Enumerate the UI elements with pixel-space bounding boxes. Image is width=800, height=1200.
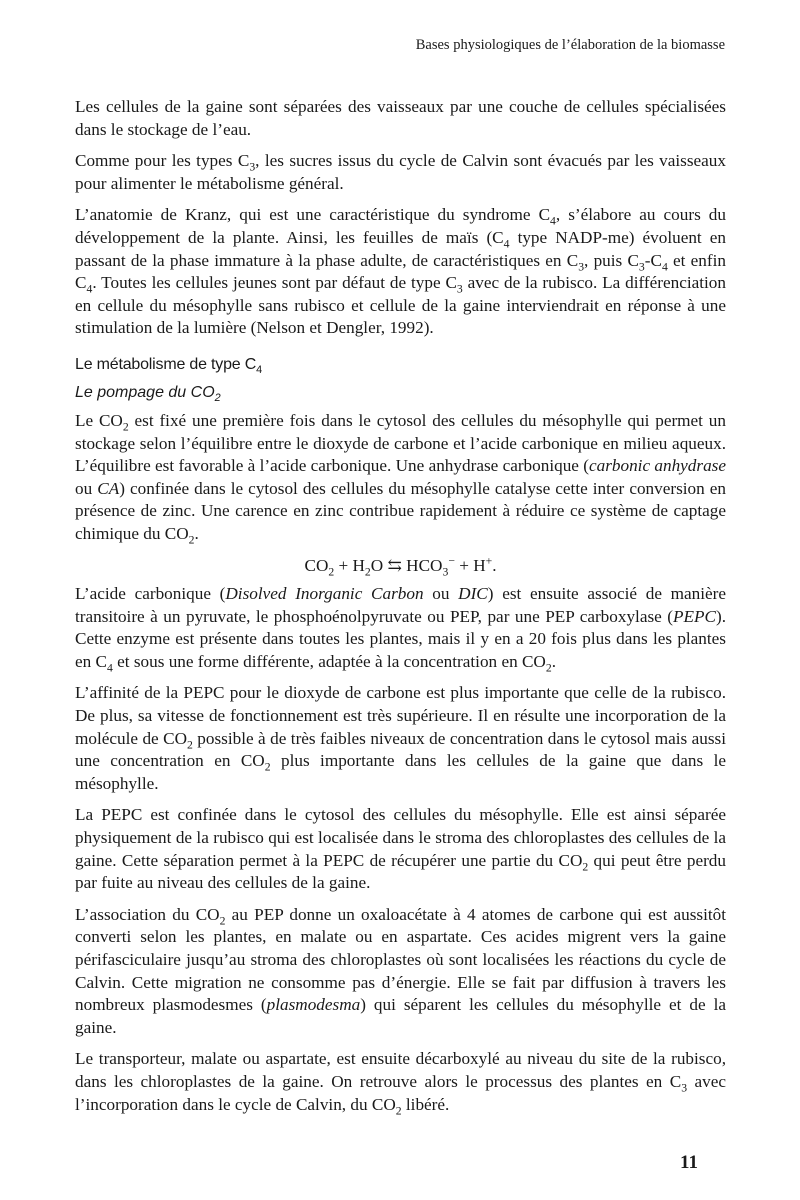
text-run: L’association du CO: [75, 904, 220, 924]
text-run: L’affinité de la PEPC pour le dioxyde de carbone est plus importante que celle de la rubisco. De plus, sa vitesse de fonctionnement est très supérieure. Il en résulte une incorporation de la molécule de CO: [75, 683, 726, 748]
text-run: ) est ensuite associé de manière transitoire à un pyruvate, le phosphoénolpyruvate ou PEP, par une PEP carboxylase (: [75, 584, 726, 626]
subscript: 2: [582, 860, 589, 874]
text-run: O ⇆ HCO: [370, 555, 443, 575]
italic-term: plasmodesma: [266, 995, 361, 1015]
text-run: ou: [75, 478, 98, 498]
italic-term: CA: [97, 478, 120, 498]
subscript: 2: [364, 564, 371, 578]
subscript: 2: [219, 914, 226, 928]
text-run: , s’élabore au cours du développement de la plante. Ainsi, les feuilles de maïs (C: [75, 205, 726, 247]
subscript: 3: [456, 282, 463, 296]
subsection-heading: [75, 382, 726, 404]
text-run: avec de la rubisco. La différenciation en cellule du mésophylle sans rubisco et cellule de la gaine interviendrait en réponse à une stimulation de la lumière (Nelson et Dengler, 1992).: [75, 273, 726, 338]
text-run: + H: [454, 555, 486, 575]
subscript: 3: [442, 564, 449, 578]
text-run: .: [551, 651, 556, 671]
text-run: plus importante dans les cellules de la gaine que dans le mésophylle.: [75, 751, 726, 793]
subscript: 2: [214, 392, 221, 405]
text-run: et sous une forme différente, adaptée à la concentration en CO: [112, 651, 546, 671]
equation: [75, 555, 726, 578]
italic-term: carbonic anhydrase: [588, 456, 726, 476]
subscript: 2: [545, 661, 552, 675]
subscript: 2: [188, 533, 195, 547]
italic-term: Disolved Inorganic Carbon: [225, 584, 424, 604]
text-run: Les cellules de la gaine sont séparées des vaisseaux par une couche de cellules spécialisées dans le stockage de l’eau.: [75, 97, 726, 139]
text-run: libéré.: [401, 1094, 450, 1114]
italic-term: DIC: [458, 584, 488, 604]
subscript: 2: [328, 564, 335, 578]
text-run: ou: [423, 584, 459, 604]
text-run: est fixé une première fois dans le cytosol des cellules du mésophylle qui permet un stockage selon l’équilibre entre le dioxyde de carbone et l’acide carbonique en milieu aqueux. L’équilibre est favorable à l’acide carbonique. Une anhydrase carbonique (: [75, 410, 726, 476]
subscript: 3: [638, 260, 645, 273]
subscript: 4: [503, 237, 510, 251]
text-run: Le pompage du CO: [75, 383, 215, 401]
text-run: L’anatomie de Kranz, qui est une caractéristique du syndrome C: [75, 205, 551, 225]
text-run: .: [194, 523, 199, 543]
text-run: type NADP-me) évoluent en passant de la phase immature à la phase adulte, de caractéristiques en C: [75, 227, 726, 270]
text-run: avec l’incorporation dans le cycle de Calvin, du CO: [75, 1071, 726, 1114]
text-run: , les sucres issus du cycle de Calvin sont évacués par les vaisseaux pour alimenter le métabolisme général.: [75, 151, 726, 193]
paragraph: [75, 904, 726, 1040]
superscript: +: [485, 553, 493, 567]
text-run: et enfin C: [75, 250, 726, 293]
page-body: [75, 96, 726, 1125]
text-run: Comme pour les types C: [75, 151, 250, 171]
text-run: ). Cette enzyme est présente dans toutes les plantes, mais il y en a 20 fois plus dans les plantes en C: [75, 606, 726, 671]
subscript: 4: [106, 661, 113, 675]
subscript: 3: [681, 1081, 688, 1095]
text-run: + H: [334, 555, 365, 575]
text-run: .: [492, 555, 497, 575]
text-run: , puis C: [584, 250, 639, 270]
text-run: -C: [644, 250, 662, 270]
section-heading: [75, 354, 726, 376]
text-run: . Toutes les cellules jeunes sont par défaut de type C: [92, 273, 457, 293]
subscript: 2: [186, 738, 193, 752]
paragraph: [75, 1048, 726, 1116]
paragraph: [75, 583, 726, 673]
text-run: ) confinée dans le cytosol des cellules du mésophylle catalyse cette inter conversion en présence de zinc. Une carence en zinc contribue rapidement à réduire ce système de captage chimique du CO: [75, 478, 726, 543]
paragraph: [75, 682, 726, 795]
text-run: La PEPC est confinée dans le cytosol des cellules du mésophylle. Elle est ainsi séparée physiquement de la rubisco qui est localisée dans le stroma des chloroplastes des cellules de la gaine. Cette séparation permet à la PEPC de récupérer une partie du CO: [75, 805, 726, 870]
subscript: 3: [578, 260, 585, 273]
superscript: −: [448, 553, 455, 567]
text-run: au PEP donne un oxaloacétate à 4 atomes de carbone qui est aussitôt converti selon les plantes, en malate ou en aspartate. Ces acides migrent vers la gaine périfasciculaire jusqu’au stroma des chloroplastes où sont localisées les réactions du cycle de Calvin. Cette migration ne consomme pas d’énergie. Elle se fait par diffusion à travers les nombreux plasmodesmes (: [75, 904, 726, 1015]
text-run: qui peut être perdu par fuite au niveau des cellules de la gaine.: [75, 850, 726, 893]
paragraph: [75, 204, 726, 340]
page-number: 11: [680, 1152, 698, 1173]
subscript: 3: [249, 160, 256, 174]
text-run: L’acide carbonique (: [75, 584, 226, 604]
text-run: possible à de très faibles niveaux de concentration dans le cytosol mais aussi une concentration en CO: [75, 728, 726, 771]
running-header: Bases physiologiques de l’élaboration de la biomasse: [415, 37, 725, 53]
italic-term: PEPC: [673, 606, 716, 626]
text-run: CO: [304, 555, 329, 575]
subscript: 4: [86, 282, 93, 296]
text-run: Le CO: [75, 410, 123, 430]
subscript: 4: [661, 260, 668, 273]
text-run: Le métabolisme de type C: [75, 355, 257, 373]
paragraph: [75, 96, 726, 141]
paragraph: [75, 804, 726, 894]
subscript: 2: [264, 760, 271, 774]
subscript: 2: [395, 1104, 402, 1117]
subscript: 2: [122, 420, 129, 434]
text-run: Le transporteur, malate ou aspartate, est ensuite décarboxylé au niveau du site de la rubisco, dans les chloroplastes de la gaine. On retrouve alors le processus des plantes en C: [75, 1049, 726, 1091]
paragraph: [75, 150, 726, 195]
subscript: 4: [550, 214, 556, 228]
paragraph: [75, 410, 726, 546]
subscript: 4: [256, 364, 262, 377]
text-run: ) qui séparent les cellules du mésophylle et de la gaine.: [75, 995, 726, 1037]
